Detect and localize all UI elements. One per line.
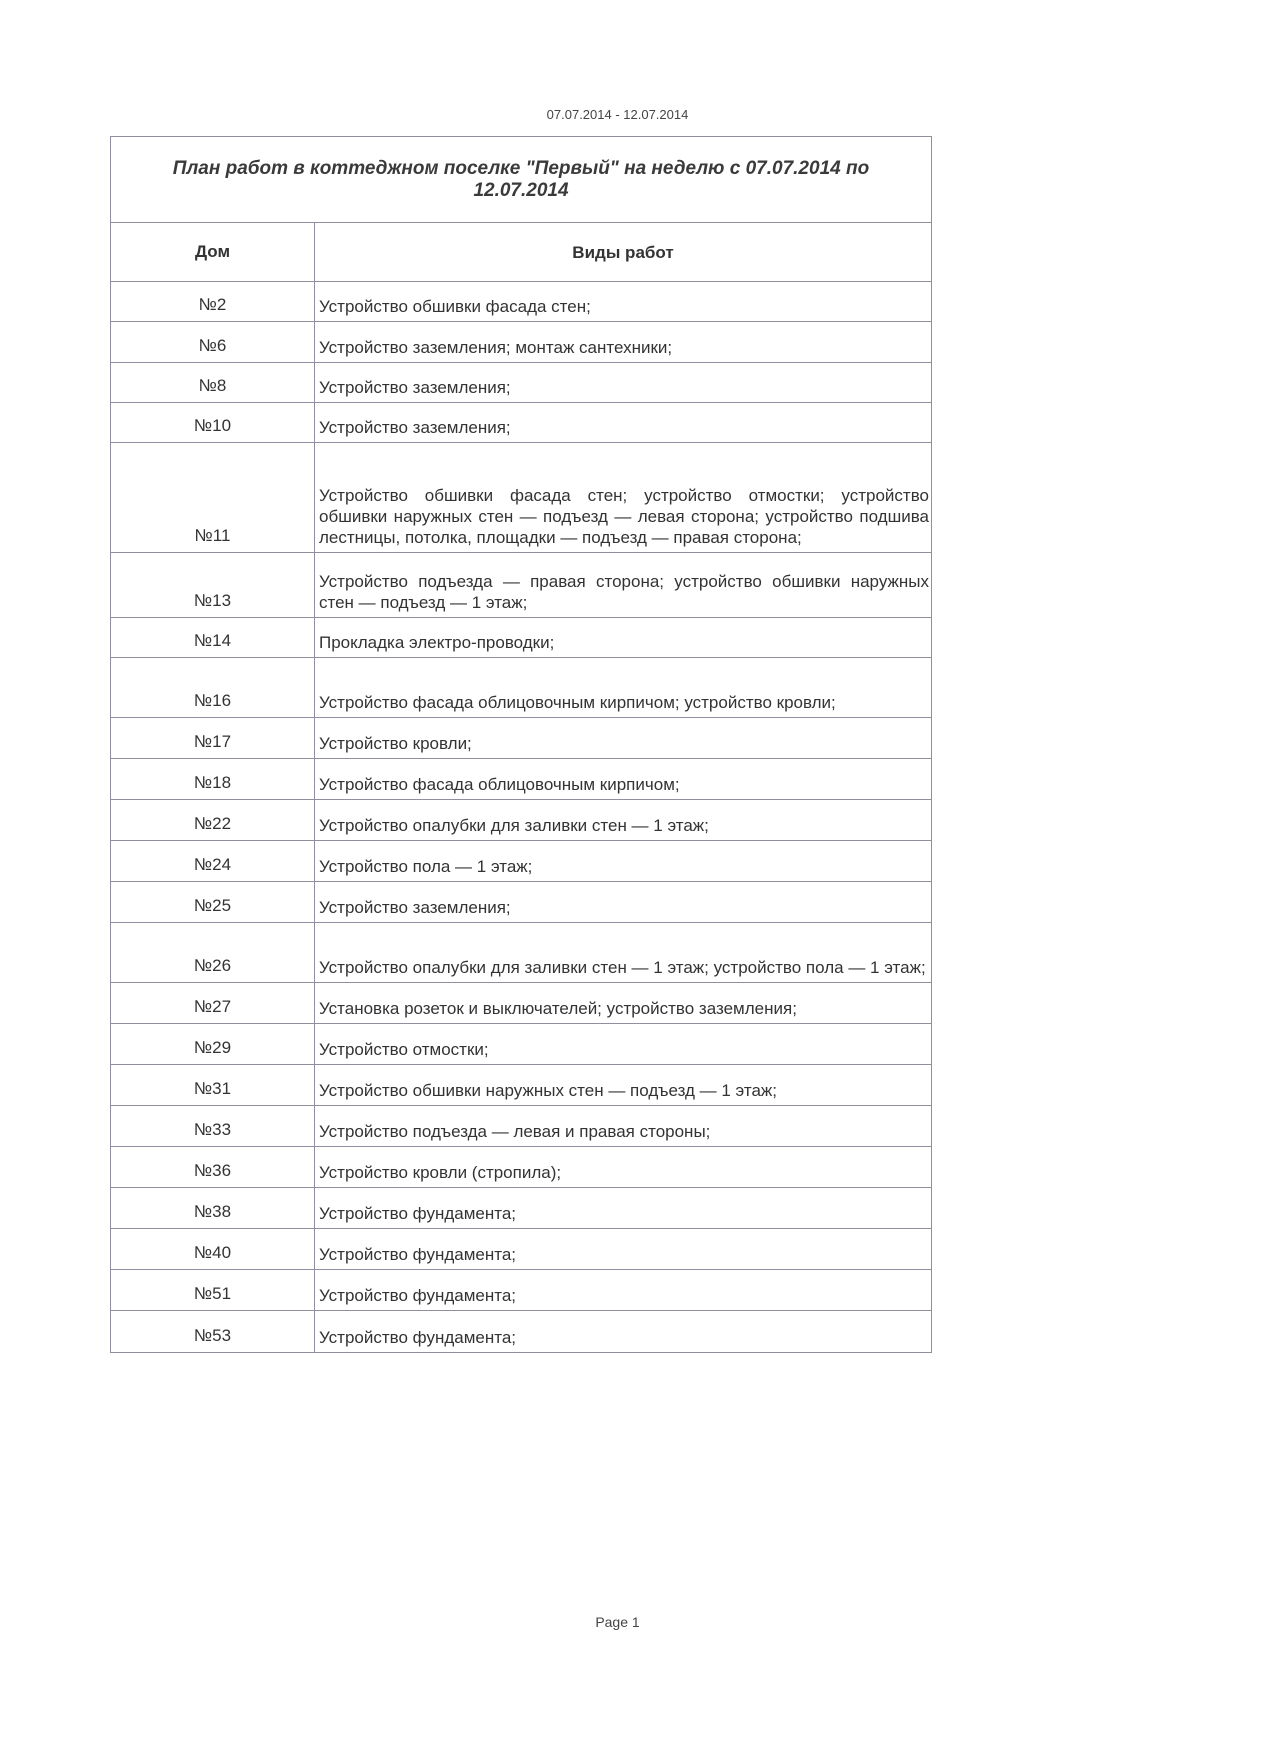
work-types-text: Устройство заземления; [319, 378, 511, 397]
work-types-cell [315, 882, 931, 922]
work-plan-table [110, 136, 932, 1353]
work-types-text: Устройство опалубки для заливки стен — 1 этаж; устройство пола — 1 этаж; [319, 958, 926, 977]
table-row [111, 1065, 931, 1106]
work-types-cell [315, 443, 931, 552]
table-row [111, 882, 931, 923]
work-types-text: Устройство обшивки наружных стен — подъезд — 1 этаж; [319, 1081, 778, 1100]
work-types-text: Устройство фундамента; [319, 1328, 517, 1347]
work-types-text: Устройство кровли; [319, 734, 472, 753]
table-row [111, 553, 931, 618]
table-row [111, 718, 931, 759]
table-title: План работ в коттеджном поселке "Первый" на неделю с 07.07.2014 по 12.07.2014 [111, 137, 931, 223]
table-row [111, 658, 931, 718]
house-number: №36 [111, 1147, 315, 1187]
work-types-cell [315, 800, 931, 840]
table-row [111, 1311, 931, 1352]
work-types-text: Устройство отмостки; [319, 1040, 489, 1059]
house-number: №31 [111, 1065, 315, 1105]
work-types-cell [315, 553, 931, 617]
house-number: №10 [111, 403, 315, 442]
house-number: №51 [111, 1270, 315, 1310]
work-types-cell [315, 403, 931, 442]
house-number: №11 [111, 443, 315, 552]
house-number: №14 [111, 618, 315, 657]
column-header-works: Виды работ [572, 242, 674, 262]
table-row [111, 403, 931, 443]
work-types-cell [315, 282, 931, 321]
table-row [111, 983, 931, 1024]
work-types-text: Устройство пола — 1 этаж; [319, 857, 533, 876]
work-types-cell [315, 841, 931, 881]
work-types-cell [315, 923, 931, 982]
work-types-cell [315, 322, 931, 362]
table-row [111, 759, 931, 800]
house-number: №2 [111, 282, 315, 321]
work-types-text: Устройство фасада облицовочным кирпичом; [319, 775, 680, 794]
page-header-date-range: 07.07.2014 - 12.07.2014 [546, 107, 689, 122]
work-types-text: Устройство обшивки фасада стен; устройство отмостки; устройство обшивки наружных стен — подъезд — левая сторона; устройство подшива лестницы, потолка, площадки — подъезд — правая сторона; [319, 486, 929, 547]
table-row [111, 841, 931, 882]
table-row [111, 618, 931, 658]
work-types-cell [315, 1024, 931, 1064]
work-types-text: Устройство обшивки фасада стен; [319, 297, 591, 316]
house-number: №18 [111, 759, 315, 799]
work-types-text: Прокладка электро-проводки; [319, 633, 555, 652]
work-types-cell [315, 1229, 931, 1269]
work-types-text: Устройство подъезда — правая сторона; устройство обшивки наружных стен — подъезд — 1 этаж; [319, 572, 929, 612]
page-number: Page 1 [595, 1614, 640, 1630]
house-number: №16 [111, 658, 315, 717]
work-types-text: Устройство заземления; монтаж сантехники; [319, 338, 673, 357]
house-number: №6 [111, 322, 315, 362]
house-number: №27 [111, 983, 315, 1023]
work-types-cell [315, 983, 931, 1023]
house-number: №33 [111, 1106, 315, 1146]
house-number: №22 [111, 800, 315, 840]
work-types-cell [315, 618, 931, 657]
work-types-cell [315, 1270, 931, 1310]
work-types-cell [315, 718, 931, 758]
house-number: №24 [111, 841, 315, 881]
table-row [111, 443, 931, 553]
table-row [111, 363, 931, 403]
table-row [111, 800, 931, 841]
work-types-text: Устройство фундамента; [319, 1245, 517, 1264]
house-number: №8 [111, 363, 315, 402]
work-types-cell [315, 759, 931, 799]
house-number: №40 [111, 1229, 315, 1269]
table-row [111, 1106, 931, 1147]
table-row [111, 322, 931, 363]
house-number: №38 [111, 1188, 315, 1228]
table-body [111, 282, 931, 1352]
table-row [111, 1024, 931, 1065]
work-types-cell [315, 1311, 931, 1352]
work-types-cell [315, 1106, 931, 1146]
table-row [111, 1229, 931, 1270]
table-row [111, 282, 931, 322]
house-number: №29 [111, 1024, 315, 1064]
house-number: №17 [111, 718, 315, 758]
work-types-text: Устройство опалубки для заливки стен — 1 этаж; [319, 816, 709, 835]
work-types-text: Устройство подъезда — левая и правая стороны; [319, 1122, 711, 1141]
table-row [111, 923, 931, 983]
work-types-text: Устройство кровли (стропила); [319, 1163, 562, 1182]
work-types-cell [315, 1188, 931, 1228]
house-number: №25 [111, 882, 315, 922]
table-row [111, 1270, 931, 1311]
work-types-text: Устройство заземления; [319, 898, 511, 917]
work-types-cell [315, 1147, 931, 1187]
work-types-text: Устройство фундамента; [319, 1204, 517, 1223]
house-number: №26 [111, 923, 315, 982]
table-row [111, 1188, 931, 1229]
work-types-text: Устройство фасада облицовочным кирпичом; устройство кровли; [319, 693, 836, 712]
work-types-cell [315, 1065, 931, 1105]
work-types-cell [315, 363, 931, 402]
work-types-text: Установка розеток и выключателей; устройство заземления; [319, 999, 797, 1018]
work-types-text: Устройство фундамента; [319, 1286, 517, 1305]
column-header-house: Дом [111, 223, 315, 281]
table-header-row [111, 223, 931, 282]
work-types-text: Устройство заземления; [319, 418, 511, 437]
house-number: №13 [111, 553, 315, 617]
table-row [111, 1147, 931, 1188]
work-types-cell [315, 658, 931, 717]
house-number: №53 [111, 1311, 315, 1352]
